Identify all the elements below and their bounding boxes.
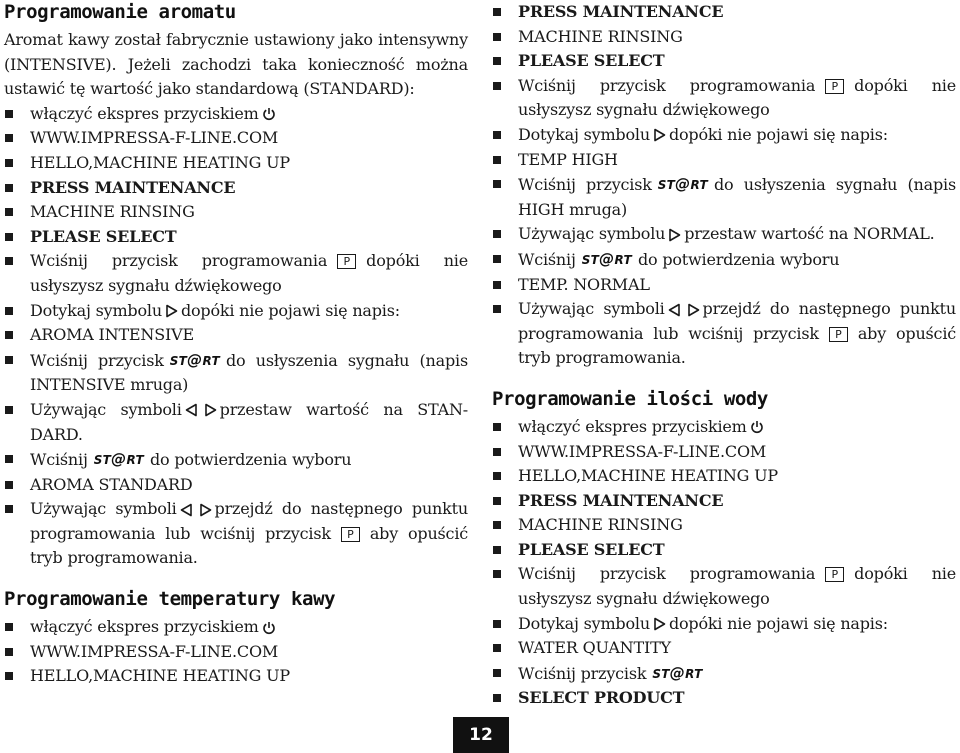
list-item: SELECT PRODUCT — [492, 686, 956, 711]
arrow-right-icon — [199, 503, 212, 517]
list-item: Wciśnij ST@RT do potwierdzenia wyboru — [492, 247, 956, 273]
arrow-right-icon — [668, 228, 681, 242]
program-p-icon: P — [337, 254, 356, 269]
list-item: TEMP. NORMAL — [492, 273, 956, 298]
list-item: włączyć ekspres przyciskiem — [4, 615, 468, 640]
list-item: Używając symboli przestaw wartość na STAN-DARD. — [4, 398, 468, 447]
list-item: WWW.IMPRESSA-F-LINE.COM — [4, 640, 468, 665]
page-number: 12 — [453, 717, 509, 753]
section-title-temperature: Programowanie temperatury kawy — [4, 588, 336, 611]
list-item: włączyć ekspres przyciskiem — [492, 415, 956, 440]
list-item: Wciśnij przycisk programowania P dopóki nie usłyszysz sygnału dźwiękowego — [492, 74, 956, 123]
temperature-steps-continued — [492, 0, 956, 371]
temperature-steps-start — [4, 615, 468, 689]
arrow-right-icon — [653, 128, 666, 142]
list-item: AROMA STANDARD — [4, 473, 468, 498]
right-column — [492, 0, 956, 711]
list-item: Używając symboli przejdź do następnego punktu programowania lub wciśnij przycisk P aby opuścić tryb programowania. — [4, 497, 468, 571]
list-item: PLEASE SELECT — [4, 225, 468, 250]
list-item: Wciśnij przycisk programowania P dopóki nie usłyszysz sygnału dźwiękowego — [492, 562, 956, 611]
list-item: Wciśnij przycisk programowania P dopóki nie usłyszysz sygnału dźwiękowego — [4, 249, 468, 298]
list-item: PLEASE SELECT — [492, 538, 956, 563]
list-item: Wciśnij przycisk ST@RT do usłyszenia sygnału (napis INTENSIVE mruga) — [4, 348, 468, 398]
list-item: HELLO,MACHINE HEATING UP — [492, 464, 956, 489]
list-item: MACHINE RINSING — [492, 513, 956, 538]
power-icon — [262, 621, 276, 635]
list-item: WATER QUANTITY — [492, 636, 956, 661]
list-item: TEMP HIGH — [492, 148, 956, 173]
list-item: PLEASE SELECT — [492, 49, 956, 74]
list-item: Dotykaj symbolu dopóki nie pojawi się napis: — [492, 123, 956, 148]
section-title-water: Programowanie ilości wody — [492, 387, 768, 410]
power-icon — [262, 107, 276, 121]
list-item: MACHINE RINSING — [492, 25, 956, 50]
list-item: HELLO,MACHINE HEATING UP — [4, 151, 468, 176]
list-item: Wciśnij przycisk ST@RT — [492, 661, 956, 687]
arrow-left-icon — [185, 403, 198, 417]
arrow-right-icon — [653, 617, 666, 631]
left-column — [4, 0, 468, 689]
section-title-aroma: Programowanie aromatu — [4, 1, 236, 23]
arrow-right-icon — [687, 303, 700, 317]
start-icon: ST@RT — [169, 350, 220, 369]
program-p-icon: P — [341, 527, 360, 542]
arrow-right-icon — [165, 304, 178, 318]
program-p-icon: P — [829, 327, 848, 342]
list-item: Wciśnij przycisk ST@RT do usłyszenia sygnału (napis HIGH mruga) — [492, 172, 956, 222]
start-icon: ST@RT — [657, 175, 708, 194]
list-item: HELLO,MACHINE HEATING UP — [4, 664, 468, 689]
list-item: Używając symbolu przestaw wartość na NORMAL. — [492, 222, 956, 247]
arrow-left-icon — [668, 303, 681, 317]
list-item: MACHINE RINSING — [4, 200, 468, 225]
list-item: Wciśnij ST@RT do potwierdzenia wyboru — [4, 447, 468, 473]
list-item: Dotykaj symbolu dopóki nie pojawi się napis: — [4, 299, 468, 324]
intro-text: Aromat kawy został fabrycznie ustawiony jako intensywny (INTENSIVE). Jeżeli zachodzi taka konieczność można ustawić tę wartość jako standardową (STANDARD): — [4, 30, 468, 99]
power-icon — [750, 420, 764, 434]
program-p-icon: P — [825, 79, 844, 94]
arrow-left-icon — [180, 503, 193, 517]
aroma-steps — [4, 102, 468, 571]
start-icon: ST@RT — [93, 450, 144, 469]
list-item: Używając symboli przejdź do następnego punktu programowania lub wciśnij przycisk P aby opuścić tryb programowania. — [492, 297, 956, 371]
list-item: PRESS MAINTENANCE — [492, 489, 956, 514]
start-icon: ST@RT — [652, 663, 703, 682]
list-item: WWW.IMPRESSA-F-LINE.COM — [4, 126, 468, 151]
arrow-right-icon — [204, 403, 217, 417]
water-steps — [492, 415, 956, 711]
list-item: AROMA INTENSIVE — [4, 323, 468, 348]
list-item: PRESS MAINTENANCE — [4, 176, 468, 201]
list-item: Dotykaj symbolu dopóki nie pojawi się napis: — [492, 612, 956, 637]
program-p-icon: P — [825, 567, 844, 582]
list-item: PRESS MAINTENANCE — [492, 0, 956, 25]
list-item: WWW.IMPRESSA-F-LINE.COM — [492, 440, 956, 465]
start-icon: ST@RT — [581, 249, 632, 268]
list-item: włączyć ekspres przyciskiem — [4, 102, 468, 127]
